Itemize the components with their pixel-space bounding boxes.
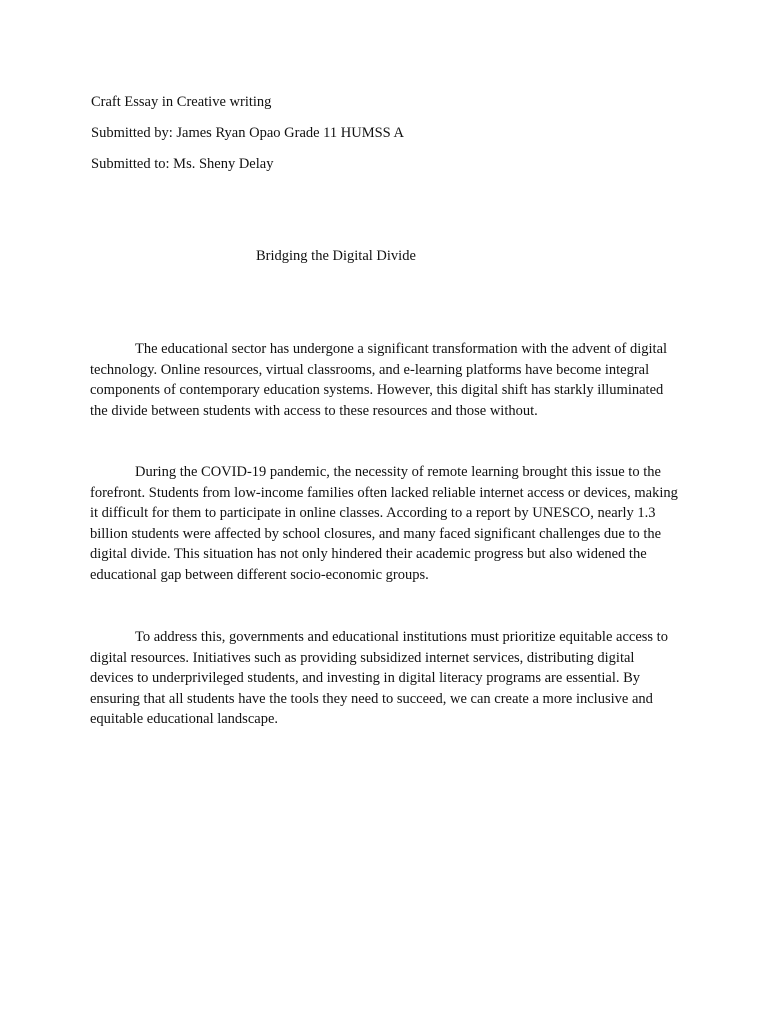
paragraph-1: The educational sector has undergone a significant transformation with the advent of digital technology. Online resources, virtual classrooms, and e-learning platforms have become integral components of contemporary education systems. However, this digital shift has starkly illuminated the divide between students with access to these resources and those without.	[90, 341, 668, 419]
submitted-by-line: Submitted by: James Ryan Opao Grade 11 HUMSS A	[91, 125, 405, 141]
submitted-to-line: Submitted to: Ms. Sheny Delay	[91, 156, 274, 172]
essay-title: Bridging the Digital Divide	[256, 248, 416, 264]
paragraph-3: To address this, governments and educational institutions must prioritize equitable access to digital resources. Initiatives such as providing subsidized internet services, distributing digital devices to underprivileged students, and investing in digital literacy programs are essential. By ensuring that all students have the tools they need to succeed, we can create a more inclusive and equitable educational landscape.	[90, 629, 668, 728]
course-line: Craft Essay in Creative writing	[91, 94, 272, 110]
paragraph-2: During the COVID-19 pandemic, the necessity of remote learning brought this issue to the forefront. Students from low-income families often lacked reliable internet access or devices, making it difficult for them to participate in online classes. According to a report by UNESCO, nearly 1.3 billion students were affected by school closures, and many faced significant challenges due to the digital divide. This situation has not only hindered their academic progress but also widened the educational gap between different socio-economic groups.	[90, 464, 678, 583]
